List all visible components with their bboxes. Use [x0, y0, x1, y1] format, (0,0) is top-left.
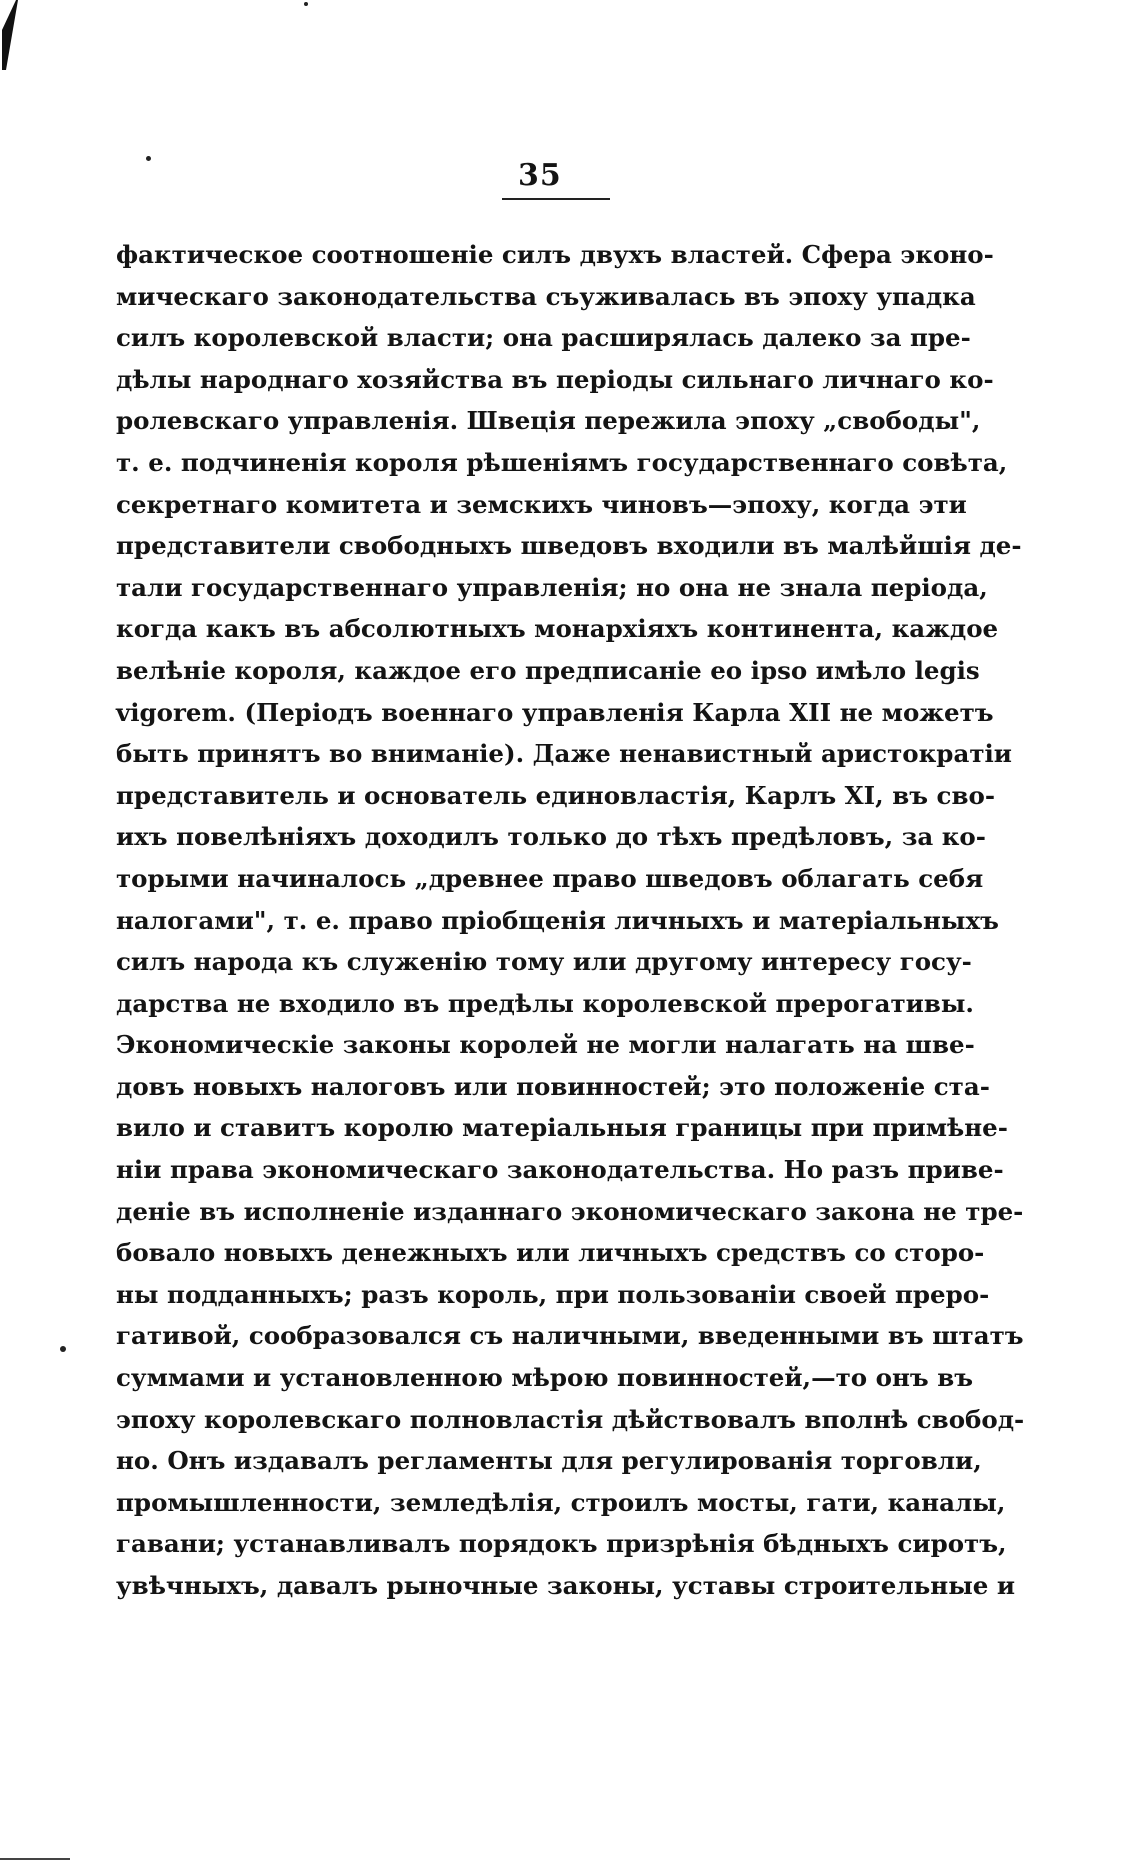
text-line: vigorem. (Періодъ военнаго управленія Карла XII не можетъ [116, 697, 994, 727]
text-line: силъ королевской власти; она расширялась далеко за пре- [116, 323, 971, 353]
scan-bottom-edge [0, 1858, 70, 1860]
text-line: ны подданныхъ; разъ король, при пользованіи своей преро- [116, 1279, 990, 1309]
page-number: 35 [518, 158, 562, 193]
text-line: торыми начиналось „древнее право шведовъ облагать себя [116, 863, 984, 893]
text-line: ихъ повелѣніяхъ доходилъ только до тѣхъ предѣловъ, за ко- [116, 822, 986, 852]
text-line: ролевскаго управленія. Швеція пережила эпоху „свободы", [116, 406, 981, 436]
scan-dot-left-header [146, 156, 151, 161]
text-line: гавани; устанавливалъ порядокъ призрѣнія бѣдныхъ сиротъ, [116, 1529, 1007, 1559]
text-line: когда какъ въ абсолютныхъ монархіяхъ континента, каждое [116, 614, 999, 644]
text-line: деніе въ исполненіе изданнаго экономическаго закона не тре- [116, 1196, 1024, 1226]
text-line: ніи права экономическаго законодательства. Но разъ приве- [116, 1155, 1004, 1185]
text-line: дарства не входило въ предѣлы королевской прерогативы. [116, 988, 974, 1018]
body-text [116, 234, 1025, 1607]
text-line: т. е. подчиненія короля рѣшеніямъ государственнаго совѣта, [116, 447, 1008, 477]
scan-dot-top [304, 2, 308, 6]
text-line: секретнаго комитета и земскихъ чиновъ—эпоху, когда эти [116, 489, 967, 519]
text-line: Экономическіе законы королей не могли налагать на шве- [116, 1030, 975, 1060]
text-line: силъ народа къ служенію тому или другому интересу госу- [116, 947, 972, 977]
text-line: увѣчныхъ, давалъ рыночные законы, уставы строительные и [116, 1571, 1016, 1600]
text-line: мическаго законодательства съуживалась въ эпоху упадка [116, 281, 976, 311]
scan-dot-left-bottom [60, 1346, 66, 1352]
text-line: эпоху королевскаго полновластія дѣйствовалъ вполнѣ свобод- [116, 1404, 1025, 1434]
text-line: представитель и основатель единовластія, Карлъ XI, въ сво- [116, 780, 995, 810]
text-line: дѣлы народнаго хозяйства въ періоды сильнаго личнаго ко- [116, 364, 994, 394]
text-line: велѣніе короля, каждое его предписаніе eo ipso имѣло legis [116, 655, 980, 685]
page-number-rule [502, 198, 610, 200]
text-line: гативой, сообразовался съ наличными, введенными въ штатъ [116, 1321, 1024, 1351]
text-line: тали государственнаго управленія; но она не знала періода, [116, 572, 988, 602]
scan-edge-mark [2, 0, 18, 70]
text-line: промышленности, земледѣлія, строилъ мосты, гати, каналы, [116, 1487, 1006, 1517]
text-line: суммами и установленною мѣрою повинностей,—то онъ въ [116, 1363, 974, 1393]
text-line: фактическое соотношеніе силъ двухъ властей. Сфера эконо- [116, 240, 994, 269]
text-line: но. Онъ издавалъ регламенты для регулированія торговли, [116, 1446, 982, 1476]
text-line: быть принятъ во вниманіе). Даже ненавистный аристократіи [116, 739, 1012, 769]
text-line: представители свободныхъ шведовъ входили въ малѣйшія де- [116, 531, 1022, 561]
text-line: бовало новыхъ денежныхъ или личныхъ средствъ со сторо- [116, 1238, 985, 1268]
text-line: налогами", т. е. право пріобщенія личныхъ и матеріальныхъ [116, 905, 999, 935]
text-line: довъ новыхъ налоговъ или повинностей; это положеніе ста- [116, 1071, 990, 1101]
text-line: вило и ставитъ королю матеріальныя границы при примѣне- [116, 1113, 1008, 1143]
